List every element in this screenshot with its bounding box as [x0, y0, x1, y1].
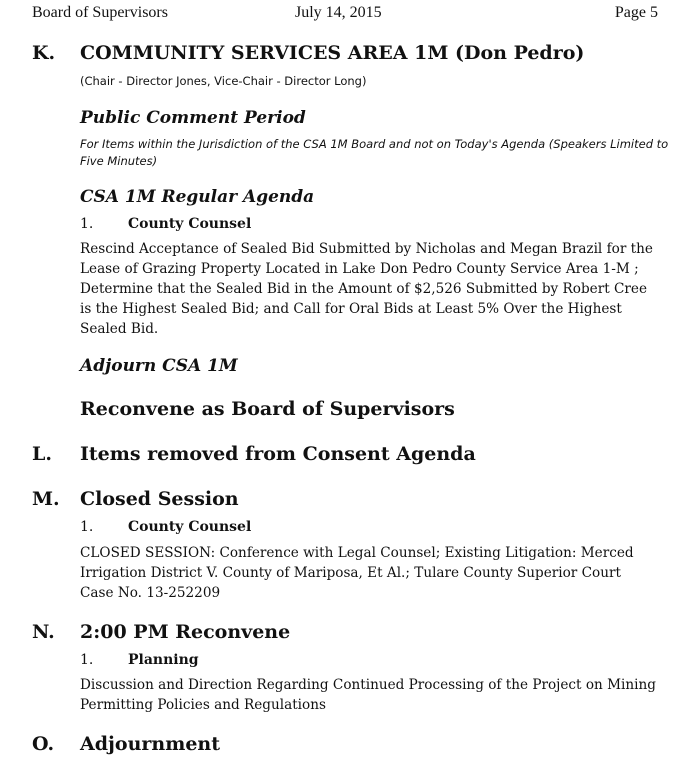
section-letter: M.: [32, 488, 60, 510]
section-title: Adjournment: [80, 733, 220, 755]
item-number: 1.: [80, 216, 94, 232]
section-letter: O.: [32, 733, 55, 755]
item-department: County Counsel: [128, 519, 252, 535]
item-number: 1.: [80, 652, 94, 668]
item-number: 1.: [80, 519, 94, 535]
section-title: COMMUNITY SERVICES AREA 1M (Don Pedro): [80, 42, 585, 64]
section-letter: K.: [32, 42, 56, 64]
item-text-n1: Discussion and Direction Regarding Continued Processing of the Project on Mining Permitting Policies and Regulations: [80, 677, 656, 713]
item-department: County Counsel: [128, 216, 252, 232]
header-date: July 14, 2015: [295, 4, 382, 21]
section-title: 2:00 PM Reconvene: [80, 621, 291, 643]
reconvene-heading: Reconvene as Board of Supervisors: [80, 398, 455, 420]
public-comment-note: For Items within the Jurisdiction of the CSA 1M Board and not on Today's Agenda (Speakers Limited to Five Minutes): [80, 137, 669, 168]
header-board-name: Board of Supervisors: [32, 4, 168, 21]
header-page-number: Page 5: [614, 4, 658, 21]
item-department: Planning: [128, 652, 199, 668]
chair-note: (Chair - Director Jones, Vice-Chair - Director Long): [80, 74, 367, 88]
page-header: [32, 4, 658, 24]
section-title: Closed Session: [80, 488, 239, 510]
section-letter: N.: [32, 621, 55, 643]
section-title: Items removed from Consent Agenda: [80, 443, 476, 465]
public-comment-heading: Public Comment Period: [80, 108, 306, 128]
section-letter: L.: [32, 443, 52, 465]
item-text-k1: Rescind Acceptance of Sealed Bid Submitted by Nicholas and Megan Brazil for the Lease of Grazing Property Located in Lake Don Pedro County Service Area 1-M ; Determine that the Sealed Bid in the Amount of $2,526 Submitted by Robert Cree is the Highest Sealed Bid; and Call for Oral Bids at Least 5% Over the Highest Sealed Bid.: [80, 241, 653, 337]
item-text-m1: CLOSED SESSION: Conference with Legal Counsel; Existing Litigation: Merced Irrigation District V. County of Mariposa, Et Al.; Tulare County Superior Court Case No. 13-252209: [80, 545, 634, 601]
adjourn-csa-heading: Adjourn CSA 1M: [80, 356, 238, 376]
regular-agenda-heading: CSA 1M Regular Agenda: [80, 187, 315, 207]
